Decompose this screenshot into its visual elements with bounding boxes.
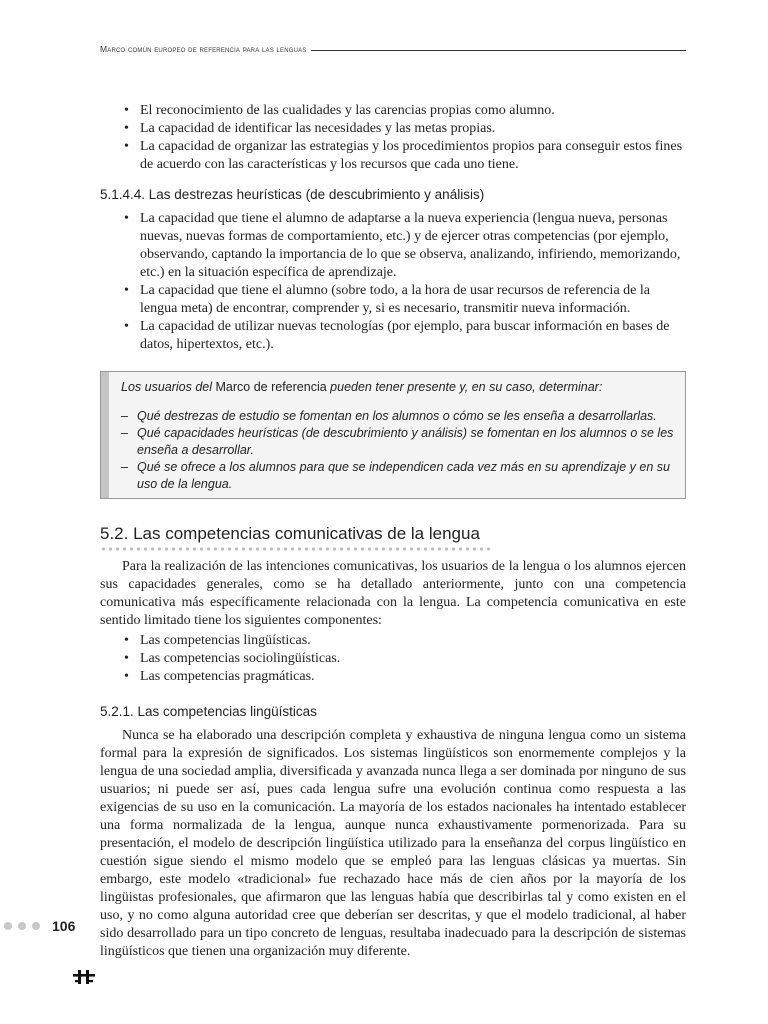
bullet-list-5144 (122, 210, 686, 354)
note-item-text: Qué destrezas de estudio se fomentan en los alumnos o cómo se les enseña a desarrollarlas. (137, 409, 657, 423)
page-dots-decoration (4, 920, 46, 932)
subsection-heading-521: 5.2.1. Las competencias lingüísticas (100, 704, 317, 719)
list-item-text: Las competencias sociolingüísticas. (140, 651, 341, 666)
dash-icon: – (121, 426, 128, 440)
list-item (122, 102, 686, 120)
bullet-icon: • (124, 283, 129, 298)
list-item-text: Las competencias pragmáticas. (140, 669, 315, 684)
bullet-icon: • (124, 633, 129, 648)
bullet-icon: • (124, 139, 129, 154)
list-item (122, 668, 686, 686)
bullet-icon: • (124, 103, 129, 118)
running-header-title: Marco común europeo de referencia para las lenguas (100, 44, 307, 54)
dot-icon (4, 922, 12, 930)
list-item (122, 318, 686, 354)
list-item-text: El reconocimiento de las cualidades y las carencias propias como alumno. (140, 103, 555, 118)
list-item-text: La capacidad de organizar las estrategias y los procedimientos propios para conseguir estos fines de acuerdo con las características y los recursos que cada uno tiene. (140, 139, 683, 172)
section-heading-52: 5.2. Las competencias comunicativas de la lengua (100, 524, 480, 543)
paragraph-521: Nunca se ha elaborado una descripción completa y exhaustiva de ninguna lengua como un sistema formal para la expresión de significados. Los sistemas lingüísticos son enormemente complejos y la lengua de una sociedad amplia, diversificada y avanzada nunca llega a ser dominada por ninguno de sus usuarios; ni puede ser así, pues cada lengua sufre una evolución continua como respuesta a las exigencias de su uso en la comunicación. La mayoría de los estados nacionales ha intentado establecer una forma normalizada de la lengua, aunque nunca exhaustivamente pormenorizada. Para su presentación, el modelo de descripción lingüística utilizado para la enseñanza del corpus lingüístico en cuestión sigue siendo el mismo modelo que se empleó para las lenguas clásicas ya muertas. Sin embargo, este modelo «tradicional» fue rechazado hace más de cien años por la mayoría de los lingüistas profesionales, que afirmaron que las lenguas había que describirlas tal y como existen en el uso, y no como alguna autoridad cree que deberían ser descritas, y que el modelo tradicional, al haber sido desarrollado para un tipo concreto de lenguas, resultaba inadecuado para la descripción de sistemas lingüísticos que tienen una organización muy diferente. (100, 728, 686, 959)
list-item-text: Las competencias lingüísticas. (140, 633, 311, 648)
dash-icon: – (121, 460, 128, 474)
list-item-text: La capacidad que tiene el alumno de adaptarse a la nueva experiencia (lengua nueva, personas nuevas, nuevas formas de comportamiento, etc.) y de ejercer otras competencias (por ejemplo, observando, captando la importancia de lo que se observa, analizando, infiriendo, memorizando, etc.) en la situación específica de aprendizaje. (140, 211, 681, 280)
note-item (121, 408, 679, 425)
list-item-text: La capacidad de utilizar nuevas tecnologías (por ejemplo, para buscar información en bases de datos, hipertextos, etc.). (140, 319, 670, 352)
list-item (122, 138, 686, 174)
bullet-list-52 (122, 632, 686, 686)
cervantes-logo-icon (73, 970, 95, 984)
list-item (122, 120, 686, 138)
bullet-icon: • (124, 211, 129, 226)
running-header (100, 40, 686, 54)
note-intro-title: Marco de referencia (215, 380, 327, 394)
subsection-heading-5144: 5.1.4.4. Las destrezas heurísticas (de descubrimiento y análisis) (100, 187, 485, 202)
dotted-rule (100, 547, 492, 551)
note-box-list (121, 408, 679, 493)
note-box-side-bar (101, 372, 109, 498)
note-item (121, 425, 679, 459)
note-item (121, 459, 679, 493)
dash-icon: – (121, 409, 128, 423)
paragraph-52: Para la realización de las intenciones comunicativas, los usuarios de la lengua o los alumnos ejercen sus capacidades generales, como se ha detallado anteriormente, junto con una competencia comunicativa más específicamente relacionada con la lengua. La competencia comunicativa en este sentido limitado tiene los siguientes componentes: (100, 559, 686, 628)
list-item-text: La capacidad que tiene el alumno (sobre todo, a la hora de usar recursos de referencia de la lengua meta) de encontrar, comprender y, si es necesario, transmitir nueva información. (140, 283, 650, 316)
list-item (122, 650, 686, 668)
bullet-list-top (122, 102, 686, 174)
reflection-note-box (100, 371, 686, 499)
page-number: 106 (52, 918, 76, 934)
note-item-text: Qué capacidades heurísticas (de descubrimiento y análisis) se fomentan en los alumnos o se les enseña a desarrollar. (137, 426, 674, 457)
bullet-icon: • (124, 651, 129, 666)
note-intro-text-a: Los usuarios del (121, 380, 216, 394)
bullet-icon: • (124, 669, 129, 684)
list-item (122, 210, 686, 282)
list-item (122, 282, 686, 318)
note-item-text: Qué se ofrece a los alumnos para que se independicen cada vez más en su aprendizaje y en su uso de la lengua. (137, 460, 670, 491)
note-intro-text-c: pueden tener presente y, en su caso, determinar: (326, 380, 603, 394)
dot-icon (18, 922, 26, 930)
header-rule (311, 50, 686, 51)
dot-icon (32, 922, 40, 930)
bullet-icon: • (124, 121, 129, 136)
list-item-text: La capacidad de identificar las necesidades y las metas propias. (140, 121, 496, 136)
bullet-icon: • (124, 319, 129, 334)
note-box-intro (121, 380, 602, 394)
list-item (122, 632, 686, 650)
